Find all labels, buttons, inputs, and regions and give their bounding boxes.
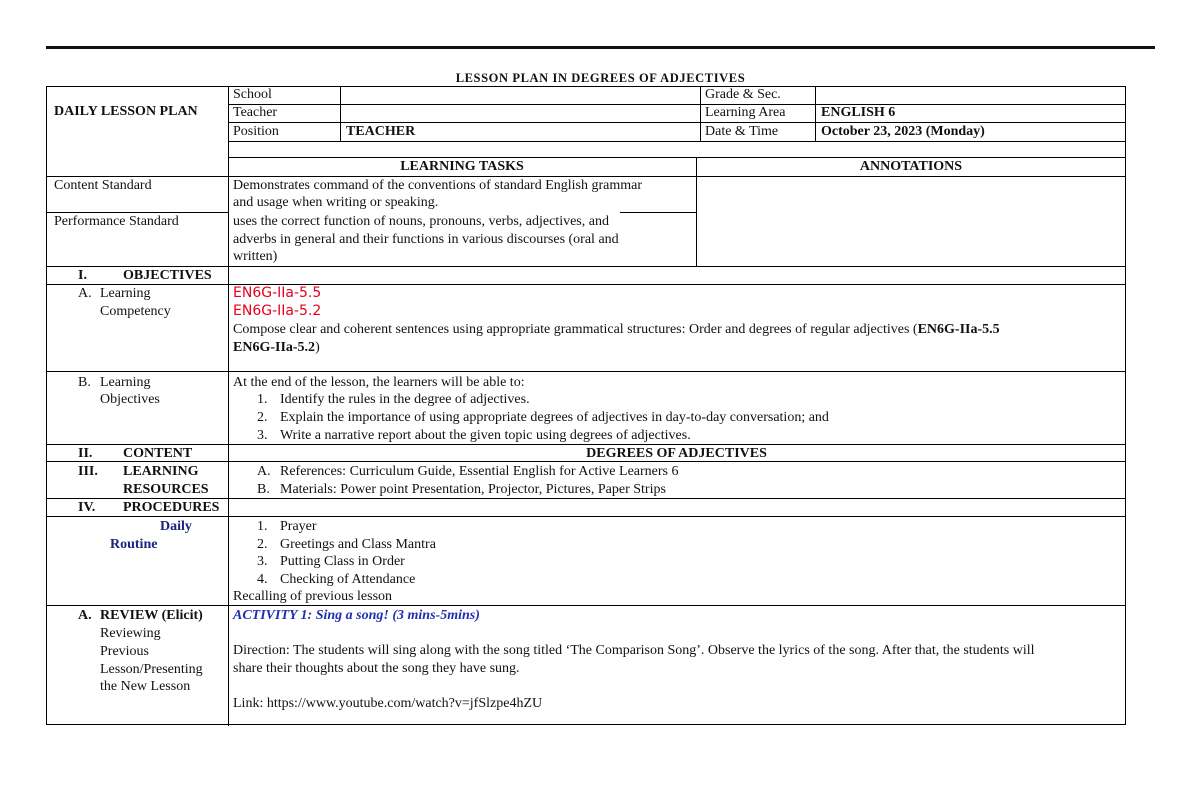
competency-label: Competency (100, 304, 171, 319)
list-number: 1. (257, 519, 268, 534)
performance-standard-line: uses the correct function of nouns, pronouns, verbs, adjectives, and (233, 214, 609, 229)
competency-code: EN6G-IIa-5.5 (233, 285, 322, 301)
date-time-value: October 23, 2023 (Monday) (821, 124, 985, 139)
annotations-header: ANNOTATIONS (859, 159, 963, 174)
learning-objective-item: Explain the importance of using appropriate degrees of adjectives in day-to-day conversation; and (280, 410, 829, 425)
page-title: LESSON PLAN IN DEGREES OF ADJECTIVES (455, 71, 746, 85)
competency-label: Learning (100, 286, 151, 301)
learning-tasks-header: LEARNING TASKS (400, 159, 524, 174)
top-rule (46, 46, 1155, 49)
position-label: Position (233, 124, 279, 139)
list-number: 2. (257, 537, 268, 552)
performance-standard-line: adverbs in general and their functions in various discourses (oral and (233, 232, 619, 247)
song-link[interactable]: Link: https://www.youtube.com/watch?v=jfSlzpe4hZU (233, 696, 543, 711)
list-number: 2. (257, 410, 268, 425)
list-number: 3. (257, 428, 268, 443)
learning-objective-item: Identify the rules in the degree of adjectives. (280, 392, 530, 407)
routine-item: Greetings and Class Mantra (280, 537, 436, 552)
content-number: II. (78, 446, 93, 461)
resources-heading: LEARNING (123, 464, 199, 479)
procedures-heading: PROCEDURES (123, 500, 220, 515)
content-standard-line: and usage when writing or speaking. (233, 195, 439, 210)
objectives-heading: OBJECTIVES (123, 268, 212, 283)
list-number: 1. (257, 392, 268, 407)
list-number: 4. (257, 572, 268, 587)
competency-code: EN6G-IIa-5.2 (233, 303, 322, 319)
daily-routine-label: Routine (110, 537, 158, 552)
school-label: School (233, 87, 272, 102)
procedures-number: IV. (78, 500, 96, 515)
teacher-label: Teacher (233, 105, 278, 120)
learning-objective-item: Write a narrative report about the given topic using degrees of adjectives. (280, 428, 691, 443)
position-value: TEACHER (346, 124, 416, 139)
recall-text: Recalling of previous lesson (233, 589, 393, 604)
content-standard-line: Demonstrates command of the conventions of standard English grammar (233, 178, 643, 193)
review-heading: REVIEW (Elicit) (100, 608, 203, 623)
resource-item: References: Curriculum Guide, Essential English for Active Learners 6 (280, 464, 679, 479)
content-heading: CONTENT (123, 446, 193, 461)
list-number: 3. (257, 554, 268, 569)
learning-area-label: Learning Area (705, 105, 786, 120)
learning-area-value: ENGLISH 6 (821, 105, 896, 120)
review-sub-label: Previous (100, 644, 149, 659)
daily-routine-label: Daily (160, 519, 192, 534)
resources-number: III. (78, 464, 98, 479)
learning-objectives-label: Objectives (100, 392, 160, 407)
routine-item: Checking of Attendance (280, 572, 416, 587)
learning-objectives-label: Learning (100, 375, 151, 390)
competency-text: Compose clear and coherent sentences using appropriate grammatical structures: Order and degrees of regular adjectives (EN6G-IIa-5.5 (233, 322, 1000, 337)
activity-title: ACTIVITY 1: Sing a song! (3 mins-5mins) (233, 608, 480, 623)
learning-objectives-intro: At the end of the lesson, the learners will be able to: (233, 375, 525, 390)
competency-text-line2: EN6G-IIa-5.2) (233, 340, 320, 355)
performance-standard-label: Performance Standard (54, 214, 179, 229)
content-value: DEGREES OF ADJECTIVES (586, 446, 767, 461)
objectives-number: I. (78, 268, 87, 283)
routine-item: Prayer (280, 519, 317, 534)
review-sub-label: the New Lesson (100, 679, 191, 694)
review-letter: A. (78, 608, 92, 623)
resources-heading: RESOURCES (123, 482, 209, 497)
date-time-label: Date & Time (705, 124, 779, 139)
direction-text: share their thoughts about the song they have sung. (233, 661, 520, 676)
resource-item: Materials: Power point Presentation, Projector, Pictures, Paper Strips (280, 482, 666, 497)
competency-letter: A. (78, 286, 92, 301)
grade-label: Grade & Sec. (705, 87, 781, 102)
learning-objectives-letter: B. (78, 375, 91, 390)
list-letter: B. (257, 482, 270, 497)
review-sub-label: Reviewing (100, 626, 161, 641)
review-sub-label: Lesson/Presenting (100, 662, 203, 677)
daily-lesson-plan-label: DAILY LESSON PLAN (54, 104, 198, 119)
routine-item: Putting Class in Order (280, 554, 405, 569)
direction-text: Direction: The students will sing along with the song titled ‘The Comparison Song’. Observe the lyrics of the song. After that, the students will (233, 643, 1035, 658)
performance-standard-line: written) (233, 249, 278, 264)
list-letter: A. (257, 464, 271, 479)
content-standard-label: Content Standard (54, 178, 152, 193)
